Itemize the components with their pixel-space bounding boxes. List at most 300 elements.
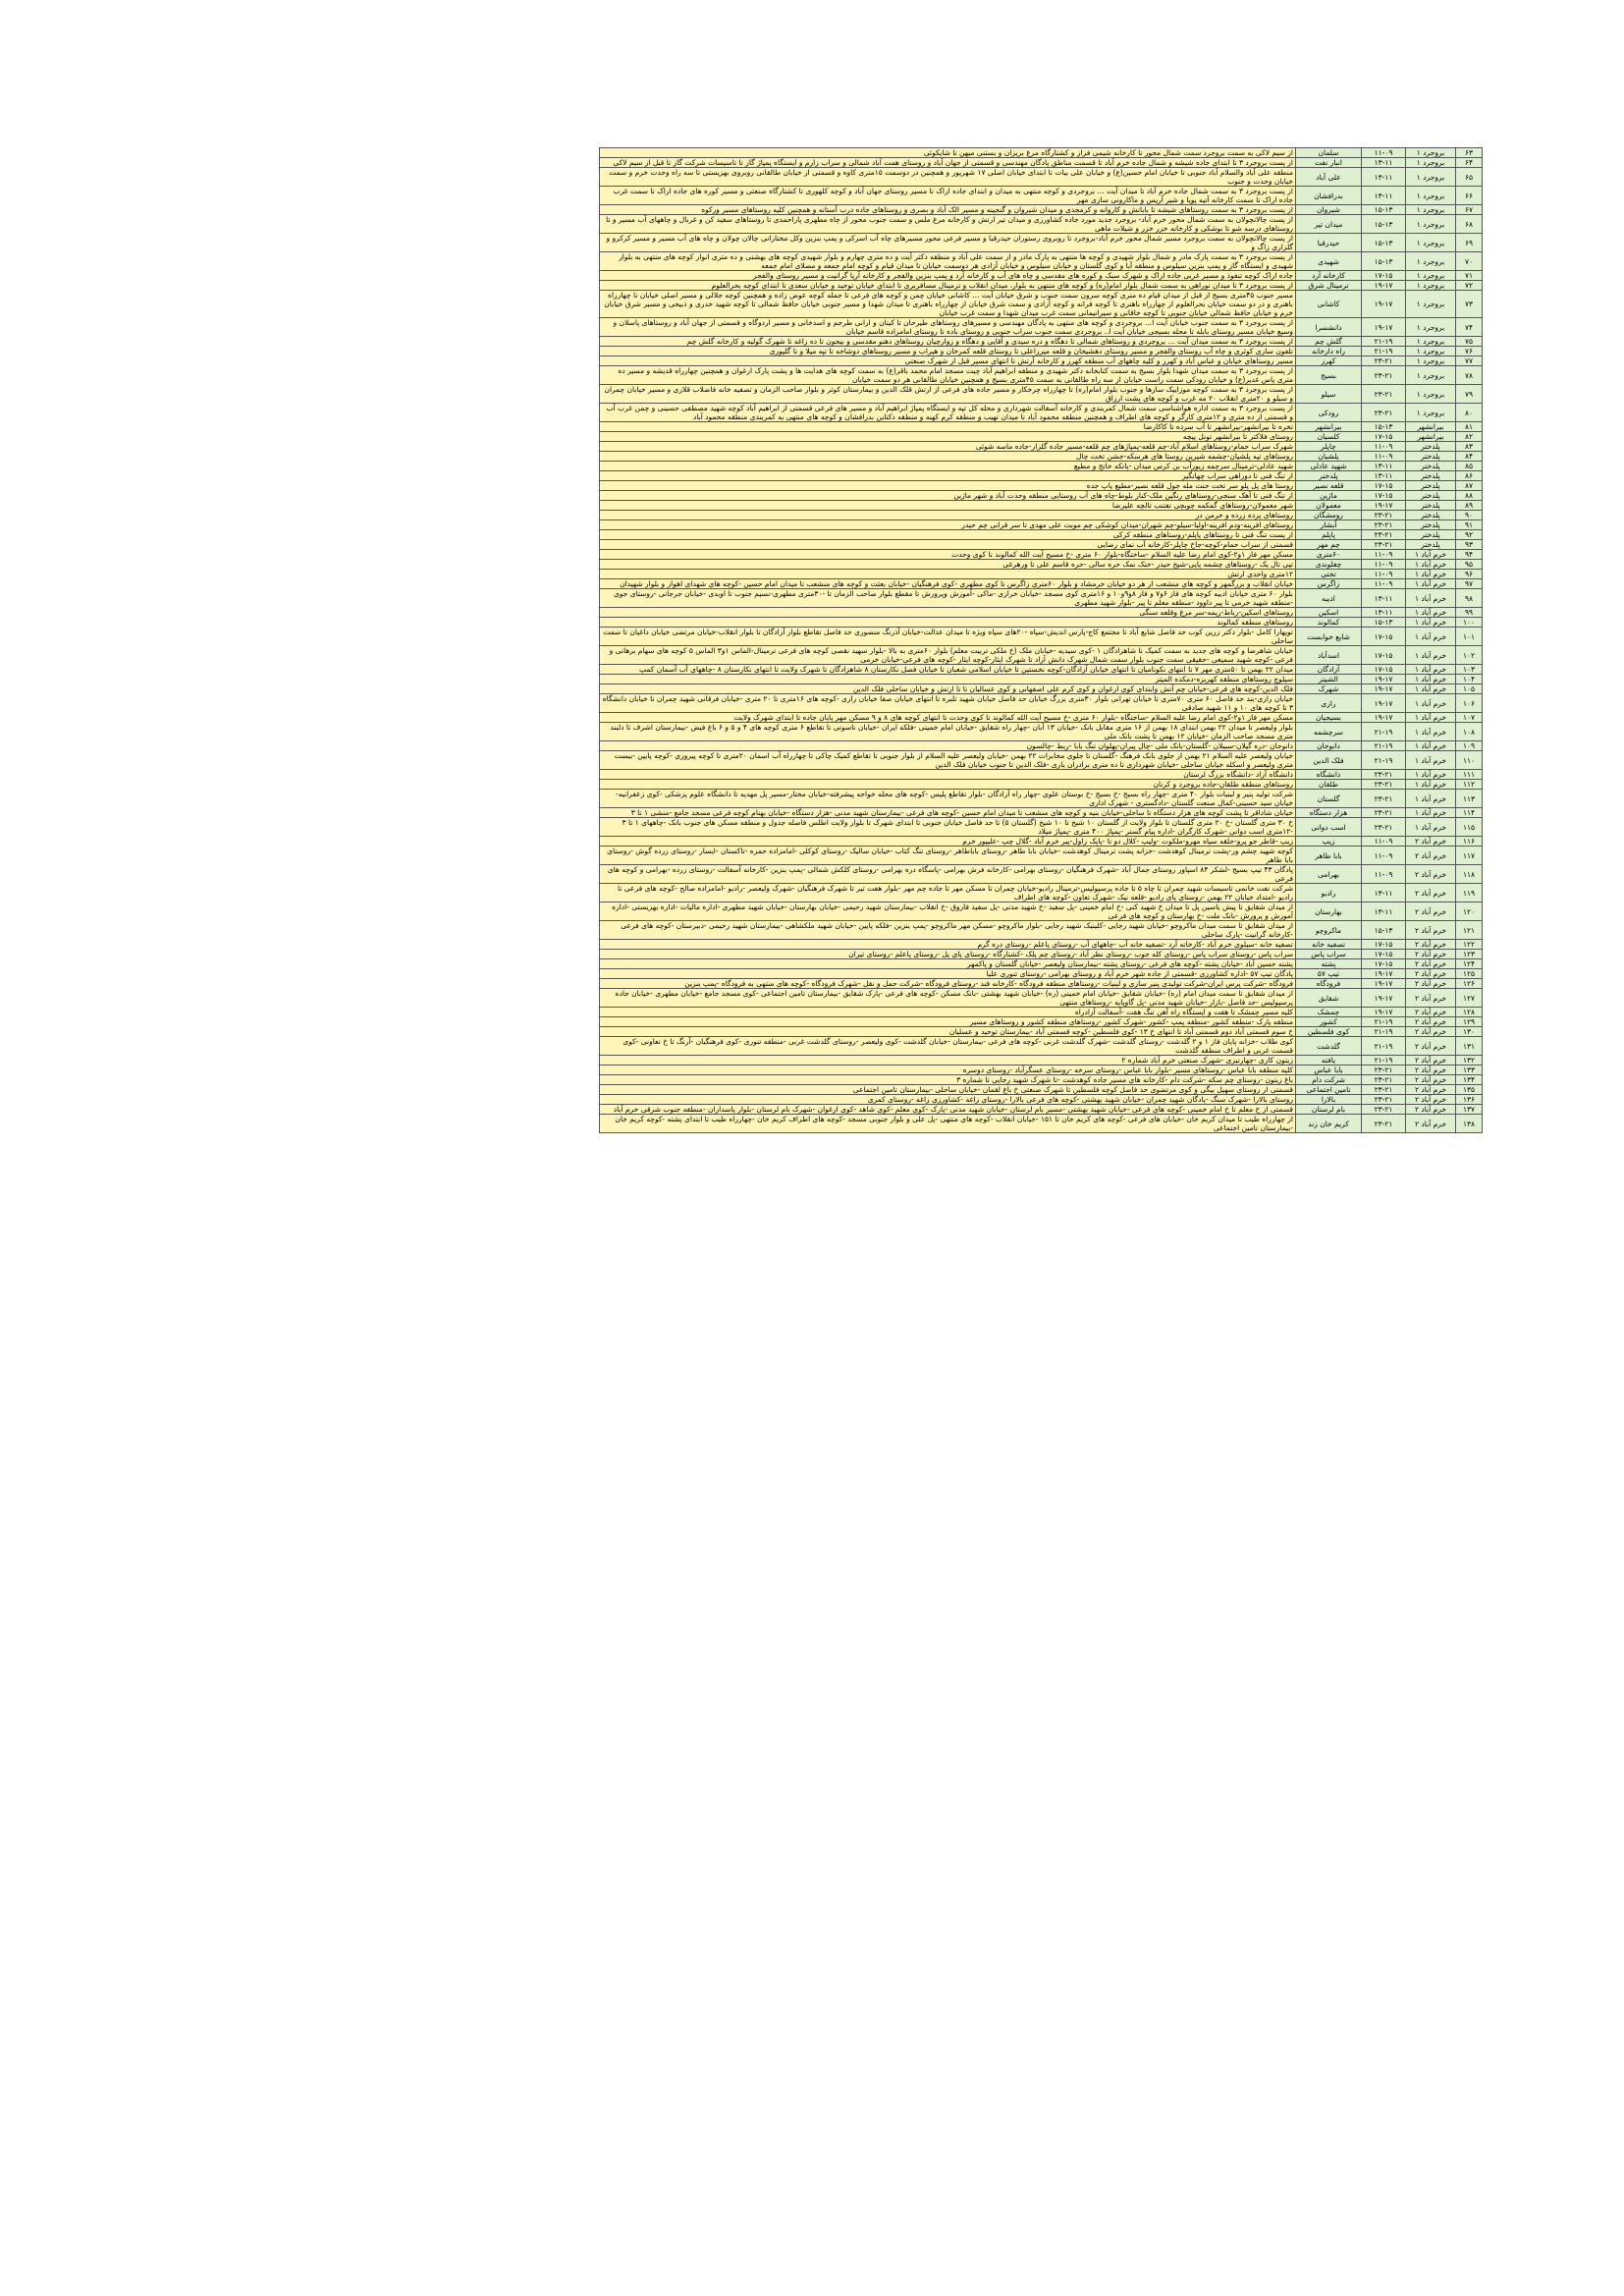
time-cell: ۱۹-۱۷ [1362, 969, 1406, 979]
table-row [600, 337, 1483, 347]
area-cell: پلشیان [1296, 452, 1362, 462]
table-row [600, 1085, 1483, 1095]
row-number: ۱۱۳ [1456, 790, 1483, 808]
city-cell: بروجرد ۱ [1406, 385, 1456, 404]
table-row [600, 675, 1483, 684]
table-row [600, 422, 1483, 432]
city-cell: خرم آباد ۱ [1406, 618, 1456, 628]
description-cell: از چهارراه طیب تا میدان کریم خان -خیابان های فرعی -کوچه های کریم خان تا ۱۵۱ -خیابان انقلاب -کوچه های منتهی -پل علی و بلوار جنوبی مسجد -کوچه های اطراف کریم خان -چهارراه طیب تا ابتدای پشته -کوچه کریم خان -بیمارستان تامین اجتماعی [600, 1115, 1296, 1133]
row-number: ۸۸ [1456, 491, 1483, 501]
area-cell: رودکی [1296, 404, 1362, 422]
city-cell: خرم آباد ۱ [1406, 608, 1456, 618]
table-row [600, 347, 1483, 356]
row-number: ۱۰۹ [1456, 741, 1483, 751]
time-cell: ۲۳-۲۱ [1362, 530, 1406, 540]
row-number: ۱۰۲ [1456, 646, 1483, 665]
area-cell: تیپ ۵۷ [1296, 969, 1362, 979]
city-cell: خرم آباد ۲ [1406, 950, 1456, 959]
table-row [600, 570, 1483, 579]
description-cell: از پست بروجرد ۳ به سمت میدان شهدا بلوار بسیج به سمت کتابخانه دکتر شهیدی و منطقه ابراهیم آباد چیت مسجد امام محمد باقر(ع) به سمت کوچه های هدایت ها و پشت پارک ارغوان و همچنین چهارراه قدیشه و مسیر ده متری پاس غدیر(ع) و خیابان رودکی سمت راست خیابان از سه راه طالقانی به سمت ۴۵متری بسیج و همچنین خیابان طالقانی هر دو سمت خیابان [600, 366, 1296, 385]
area-cell: کاشانی [1296, 291, 1362, 318]
table-row [600, 252, 1483, 271]
time-cell: ۲۳-۲۱ [1362, 770, 1406, 780]
time-cell: ۱۹-۱۷ [1362, 1008, 1406, 1017]
row-number: ۱۱۰ [1456, 751, 1483, 770]
time-cell: ۱۱-۰۹ [1362, 847, 1406, 865]
description-cell: از پست بروجرد ۳ تا میدان نوراهی به سمت شمال بلوار امام(ره) و کوچه های منتهی به بلوار، میدان انقلاب و ترمینال مسافربری تا ابتدای خیابان توحید و خیابان سعدی تا ابتدای کوچه بحرالعلوم [600, 281, 1296, 291]
time-cell: ۱۱-۰۹ [1362, 442, 1406, 452]
row-number: ۸۳ [1456, 442, 1483, 452]
description-cell: تخره تا بیرانشهر-بیرانشهر تا آب سرده تا کاکارضا [600, 422, 1296, 432]
row-number: ۱۲۳ [1456, 950, 1483, 959]
area-cell: دانشگاه [1296, 770, 1362, 780]
area-cell: بام لرستان [1296, 1105, 1362, 1115]
area-cell: شهرک [1296, 684, 1362, 694]
description-cell: ۱۲متری واحدی ارتش [600, 570, 1296, 579]
area-cell: گلستان [1296, 790, 1362, 808]
row-number: ۱۱۱ [1456, 770, 1483, 780]
row-number: ۱۳۷ [1456, 1105, 1483, 1115]
table-row [600, 665, 1483, 675]
city-cell: بروجرد ۱ [1406, 291, 1456, 318]
row-number: ۷۷ [1456, 356, 1483, 366]
time-cell: ۱۷-۱۵ [1362, 959, 1406, 969]
time-cell: ۱۹-۱۷ [1362, 675, 1406, 684]
row-number: ۷۲ [1456, 281, 1483, 291]
area-cell: فرودگاه [1296, 979, 1362, 989]
time-cell: ۱۳-۱۱ [1362, 187, 1406, 205]
area-cell: ماژین [1296, 491, 1362, 501]
area-cell: معمولان [1296, 501, 1362, 511]
description-cell: تلفون سازی کوثری و چاه آب روستای والفجر و مسیر روستای دهشیخان و قلعه میرزاعلی تا روستای قلعه کمرخان و هیراب و مسیر روستاهای دوشاخه تا تپه میلا و تا گلپوری [600, 347, 1296, 356]
table-row [600, 462, 1483, 471]
description-cell: مسکن مهر فاز ۱و۲-کوی امام رضا علیه السلام -ساختگاه -بلوار ۶۰ متری -خ مسیح آیت الله کمالوند تا کوی وحدت تا انتهای کوچه های ۸ و ۹ مسکن مهر پایان جاده تا ابتدای شهرک ولایت [600, 713, 1296, 723]
time-cell: ۲۳-۲۱ [1362, 1066, 1406, 1075]
table-row [600, 1017, 1483, 1027]
time-cell: ۲۱-۱۹ [1362, 1037, 1406, 1056]
description-cell: خ سوم قسمتی آباد دوم قسمتی آباد تا انتهای خ ۱۳ -کوی فلسطین -کوچه قسمتی آباد -بیمارستان توحید و عسلیان [600, 1027, 1296, 1037]
area-cell: کریم خان زند [1296, 1115, 1362, 1133]
row-number: ۷۶ [1456, 347, 1483, 356]
table-row [600, 837, 1483, 847]
row-number: ۱۲۲ [1456, 940, 1483, 950]
area-cell: تامین اجتماعی [1296, 1085, 1362, 1095]
city-cell: بروجرد ۱ [1406, 168, 1456, 187]
area-cell: کارخانه آرد [1296, 271, 1362, 281]
time-cell: ۱۳-۱۱ [1362, 471, 1406, 481]
row-number: ۱۰۵ [1456, 684, 1483, 694]
time-cell: ۱۷-۱۵ [1362, 491, 1406, 501]
time-cell: ۲۳-۲۱ [1362, 1075, 1406, 1085]
city-cell: خرم آباد ۱ [1406, 560, 1456, 570]
description-cell: از تنگ فنی تا آهک سنجی-روستاهای رنگین ملک-کنار بلوط-چاه های آب روستایی منطقه وحدت آباد و شهر ماژین [600, 491, 1296, 501]
area-cell: سیلو [1296, 385, 1362, 404]
description-cell: خ ۳۰ متری گلستان -خ ۲۰ متری گلستان تا بلوار ولایت از گلستان ۱۰ شیخ تا ۱۰ شیخ (گلستان ۵) تا حد فاصل خیابان جنوبی تا ابتدای شهرک تا بلوار ولایت اطلس فاصله جدول و منطقه مسکن های جنوب بانک -چاههای ۱ تا ۳ -۱۲متری اسب دوانی -شهرک کارگران -اداره پیام گستر -پمپاژ ۴۰۰ متری -پمپاژ میلاد [600, 818, 1296, 837]
time-cell: ۱۱-۰۹ [1362, 570, 1406, 579]
row-number: ۹۲ [1456, 530, 1483, 540]
city-cell: پلدختر [1406, 481, 1456, 491]
area-cell: زیپ [1296, 837, 1362, 847]
table-row [600, 1008, 1483, 1017]
city-cell: بروجرد ۱ [1406, 252, 1456, 271]
table-row [600, 442, 1483, 452]
description-cell: خیابان ولیعصر علیه السلام ۲۱ بهمن از جلوی بانک فرهنگ -گلستان تا جلوی مخابرات ۲۲ بهمن -خیابان ولیعصر علیه السلام از بلوار جنوبی تا تقاطع کمیک چاکی تا چهارراه آب اسمان ۲۰متری تا کوچه پیروزی -کوچه پایین -بیست متری ولیعصر و اسکله خیابان ساحلی -خیابان شهرداری تا ده متری برادران یاری -فلک الدین تا جنوب خیابان فلک الدین [600, 751, 1296, 770]
time-cell: ۲۱-۱۹ [1362, 347, 1406, 356]
area-cell: اسدآباد [1296, 646, 1362, 665]
description-cell: قسمتی از روستای سهیل بیگی و کوی مرتضوی حد فاصل کوچه فلسطین تا شهرک صنعتی خ باغ لقمان -خیابان ساحلی -بیمارستان تامین اجتماعی [600, 1085, 1296, 1095]
city-cell: خرم آباد ۲ [1406, 837, 1456, 847]
table-row [600, 471, 1483, 481]
description-cell: مسکن مهر فاز ۱و۲-کوی امام رضا علیه السلام -ساختگاه-بلوار ۶۰ متری -خ مسیح آیت الله کمالوند تا کوی وحدت [600, 550, 1296, 560]
area-cell: کمالوند [1296, 618, 1362, 628]
row-number: ۹۴ [1456, 550, 1483, 560]
area-cell: کهرز [1296, 356, 1362, 366]
table-row [600, 921, 1483, 940]
row-number: ۶۳ [1456, 148, 1483, 158]
area-cell: تختی [1296, 570, 1362, 579]
description-cell: میدان ۲۲ بهمن تا ۵۰متری مهر ۷ تا انتهای نکونامیان تا انتهای خیابان آزادگان-کوچه نخستین تا خیابان اسلامی شعبان تا خیابان فصل نکارستان ۸ شاهزادگان تا شهرک ولایت تا انتهای نکارستان ۸ -چاههای آب آسمان کمپ [600, 665, 1296, 675]
time-cell: ۱۵-۱۳ [1362, 921, 1406, 940]
city-cell: خرم آباد ۲ [1406, 989, 1456, 1008]
area-cell: پاپلم [1296, 530, 1362, 540]
row-number: ۶۵ [1456, 168, 1483, 187]
city-cell: بروجرد ۱ [1406, 234, 1456, 252]
table-row [600, 271, 1483, 281]
city-cell: خرم آباد ۱ [1406, 646, 1456, 665]
area-cell: حیدرقبا [1296, 234, 1362, 252]
description-cell: کوچه شهید چشم ور-پشت ترمینال کوهدشت -خزانه پشت ترمینال کوهدشت -خیابان بابا طاهر -روستای باباطاهر -روستای تنگ کتاب -خیابان سالیک -روستای کوکلی -امامزاده حمزه -تاکستان -ایسار -روستای زرده گوش -روستای بابا طاهر [600, 847, 1296, 865]
description-cell: منطقه پارک -منطقه کشور -منطقه پمپ -کشور -شهرک کشور -روستاهای منطقه کشور و روستاهای مسیر [600, 1017, 1296, 1027]
city-cell: خرم آباد ۱ [1406, 790, 1456, 808]
description-cell: روستا های پل پلو سر تخت حنت مله جول قلعه نصیر-مطیع پاپ جده [600, 481, 1296, 491]
area-cell: اسب دوانی [1296, 818, 1362, 837]
city-cell: بروجرد ۱ [1406, 318, 1456, 337]
time-cell: ۱۹-۱۷ [1362, 989, 1406, 1008]
description-cell: توپهارا کامل -بلوار دکتر زرین کوب حد فاصل شایع آباد تا مجتمع کاج-پارس اندیش-سپاه -۲۰های سپاه ویژه تا میدان عدالت-خیابان آذرنگ منصوری حد فاصل تقاطع بلوار آزادگان تا بلوار انقلاب-خیابان مرتضی خیابان داغیان تا سمت ساحلی [600, 628, 1296, 646]
description-cell: منطقه علی آباد والسلام آباد جنوبی تا خیابان امام حسین(ع) و خیابان علی بیات تا ابتدای خیابان اصلی ۱۷ شهریور و همچنین در دوسمت ۱۵متری کاوه و قسمتی از خیابان طالقانی روبروی بهزیستی تا سه راه وحدت خرم و سمت خیابان وحدت و جنوب [600, 168, 1296, 187]
table-row [600, 1115, 1483, 1133]
table-row [600, 808, 1483, 818]
time-cell: ۲۳-۲۱ [1362, 404, 1406, 422]
area-cell: رادیو [1296, 884, 1362, 902]
area-cell: الشیتر [1296, 675, 1362, 684]
time-cell: ۲۳-۲۱ [1362, 520, 1406, 530]
city-cell: خرم آباد ۱ [1406, 751, 1456, 770]
city-cell: خرم آباد ۱ [1406, 579, 1456, 589]
area-cell: آزادگان [1296, 665, 1362, 675]
city-cell: پلدختر [1406, 471, 1456, 481]
row-number: ۱۲۰ [1456, 902, 1483, 921]
time-cell: ۱۷-۱۵ [1362, 646, 1406, 665]
description-cell: سراب پاس -روستای سراب پاس -روستای کله جوب -روستای نظر آباد -روستای چم پلک -کشتارگاه -روستای پای پل -روستای پاعلم -روستای تیران [600, 950, 1296, 959]
area-cell: بیرانشهر [1296, 422, 1362, 432]
description-cell: از پست چالانچولان به سمت شمال محور خرم آباد- بروجرد جدید مورد جاده کشاورزی و میدان تیر ارتش و کارخانه مرغ ملس و سمت جنوب محور از چاه مطهری پاراحمدی تا روستاهای سفید کن و غربال و چاههای آب مسیر و تا روستاهای درسه شو تا نوشکی و کارخانه خزر خزر و شیلات ماهی [600, 215, 1296, 234]
table-row [600, 291, 1483, 318]
time-cell: ۱۵-۱۳ [1362, 252, 1406, 271]
city-cell: خرم آباد ۲ [1406, 969, 1456, 979]
description-cell: مسیر جنوب ۴۵متری بسیج از قبل از میدان قیام ده متری کوچه سرون سمت جنوب و شرق خیابان آیت ... کاشانی خیابان چمن و کوچه های فرعی تا جمله کوچه عوض زاده و همچنین کوچه جلالی و مسیر اصلی خیابان تا چهارراه باهنری و در دو سمت خیابان بحرالعلوم از چهارراه باهنری تا کوچه فرانه و کوچه آزادی و سمت شرق خیابان از چهارراه باهنری تا میدان شهدا و مسیر جنوبی خیابان حافظ شمالی تا کوچه شهید خدری و ذبیحی و مسیر شرق خیابان خرم و خیابان حافظ شمالی خیابان جنوبی تا کوچه خاقانی و سیرانیمانی سمت غرب میدان شهدا و سمت غرب خیابان [600, 291, 1296, 318]
area-cell: پلدختر [1296, 471, 1362, 481]
city-cell: خرم آباد ۲ [1406, 1037, 1456, 1056]
city-cell: پلدختر [1406, 452, 1456, 462]
table-row [600, 540, 1483, 550]
description-cell: کلیه منطقه بابا عباس -روستاهای مسیر -بلوار بابا عباس -روستای سرخه -روستای عسگرآباد -روستای دوسره [600, 1066, 1296, 1075]
time-cell: ۱۹-۱۷ [1362, 501, 1406, 511]
row-number: ۷۵ [1456, 337, 1483, 347]
row-number: ۷۴ [1456, 318, 1483, 337]
city-cell: خرم آباد ۲ [1406, 1115, 1456, 1133]
time-cell: ۱۳-۱۱ [1362, 902, 1406, 921]
description-cell: سیلوچ روستاهای منطقه کهریزه-دمکده المیتر [600, 675, 1296, 684]
table-row [600, 684, 1483, 694]
area-cell: یافته [1296, 1056, 1362, 1066]
city-cell: بروجرد ۱ [1406, 205, 1456, 215]
area-cell: هزار دستگاه [1296, 808, 1362, 818]
city-cell: بروجرد ۱ [1406, 187, 1456, 205]
row-number: ۷۳ [1456, 291, 1483, 318]
time-cell: ۱۵-۱۳ [1362, 618, 1406, 628]
description-cell: فرودگاه -شرکت پرس ایران-شرکت تولیدی پنیر سازی و لبنیات -روستاهای منطقه فرودگاه -کارخانه قند -روستای فرودگاه -شرکت حمل و نقل -شهرک فرودگاه -کوچه های منتهی به فرودگاه -پمپ بنزین [600, 979, 1296, 989]
area-cell: کوی فلسطین [1296, 1027, 1362, 1037]
time-cell: ۱۹-۱۷ [1362, 694, 1406, 713]
description-cell: از سیم لاکی به سمت بروجرد سمت شمال محور تا کارخانه شیمی فراز و کشتارگاه مرغ بریزان و بستنی میهن تا شایکوئی [600, 148, 1296, 158]
time-cell: ۱۹-۱۷ [1362, 318, 1406, 337]
table-row [600, 1066, 1483, 1075]
row-number: ۷۰ [1456, 252, 1483, 271]
area-cell: طلقان [1296, 780, 1362, 790]
area-cell: شرکت دام [1296, 1075, 1362, 1085]
city-cell: خرم آباد ۲ [1406, 940, 1456, 950]
description-cell: از پست بروجرد ۳ به سمت میدان آیت ... بروجردی و روستاهای شمالی تا دهگاه و دره سیدی و آقایی و دهگاه و زوارچیان روستاهای دهنو مقدسی و بیجون تا ده زاغه تا شهرک گولیه و کارخانه گلش چم [600, 337, 1296, 347]
description-cell: روستاهای منطقه کمالوند [600, 618, 1296, 628]
row-number: ۱۳۶ [1456, 1095, 1483, 1105]
description-cell: زیتون کاری -چهارتیزی -شهرک صنعتی خرم آباد شماره ۲ [600, 1056, 1296, 1066]
time-cell: ۲۱-۱۹ [1362, 1017, 1406, 1027]
table-row [600, 979, 1483, 989]
row-number: ۸۲ [1456, 432, 1483, 442]
area-cell: تصفیه خانه [1296, 940, 1362, 950]
table-row [600, 770, 1483, 780]
city-cell: خرم آباد ۲ [1406, 1017, 1456, 1027]
city-cell: خرم آباد ۱ [1406, 589, 1456, 608]
table-row [600, 723, 1483, 741]
city-cell: بروجرد ۱ [1406, 148, 1456, 158]
table-row [600, 481, 1483, 491]
row-number: ۱۰۰ [1456, 618, 1483, 628]
time-cell: ۲۳-۲۱ [1362, 511, 1406, 520]
area-cell: راه دارخانه [1296, 347, 1362, 356]
time-cell: ۱۷-۱۵ [1362, 432, 1406, 442]
area-cell: شیروان [1296, 205, 1362, 215]
row-number: ۸۷ [1456, 481, 1483, 491]
city-cell: خرم آباد ۱ [1406, 741, 1456, 751]
description-cell: روستای فلاکتر تا بیرانشهر تونل پیچه [600, 432, 1296, 442]
table-row [600, 847, 1483, 865]
city-cell: خرم آباد ۱ [1406, 675, 1456, 684]
row-number: ۶۹ [1456, 234, 1483, 252]
city-cell: خرم آباد ۲ [1406, 847, 1456, 865]
city-cell: بروجرد ۱ [1406, 158, 1456, 168]
area-cell: ماکروچو [1296, 921, 1362, 940]
time-cell: ۱۵-۱۳ [1362, 234, 1406, 252]
description-cell: از پست بروجرد ۳ به سمت کوچه موزاییک سازها و جنوب بلوار امام(ره) تا چهارراه چرخکار و مسیر جاده های فرعی از ارتش قلک الدین و بیمارستان کوثر و بلوار صاحب الزمان و تصفیه خانه فاضلاب قلاری و مسیر خیابان چمران و سیلو و ۲۰متری انقلاب ۲۰ مه غرب و کوچه های پشت ارزاق [600, 385, 1296, 404]
row-number: ۶۷ [1456, 205, 1483, 215]
row-number: ۱۳۴ [1456, 1075, 1483, 1085]
table-row [600, 751, 1483, 770]
row-number: ۱۲۱ [1456, 921, 1483, 940]
table-row [600, 628, 1483, 646]
row-number: ۶۸ [1456, 215, 1483, 234]
area-cell: شایع خوابست [1296, 628, 1362, 646]
row-number: ۱۰۶ [1456, 694, 1483, 713]
table-row [600, 1075, 1483, 1085]
row-number: ۱۱۸ [1456, 865, 1483, 884]
time-cell: ۱۷-۱۵ [1362, 940, 1406, 950]
time-cell: ۱۱-۰۹ [1362, 560, 1406, 570]
area-cell: بابا عباس [1296, 1066, 1362, 1075]
time-cell: ۱۹-۱۷ [1362, 713, 1406, 723]
time-cell: ۱۷-۱۵ [1362, 665, 1406, 675]
table-row [600, 646, 1483, 665]
row-number: ۸۰ [1456, 404, 1483, 422]
table-row [600, 215, 1483, 234]
table-row [600, 168, 1483, 187]
area-cell: بابا طاهر [1296, 847, 1362, 865]
area-cell: چمشک [1296, 1008, 1362, 1017]
table-row [600, 1095, 1483, 1105]
table-row [600, 950, 1483, 959]
table-row [600, 589, 1483, 608]
city-cell: بروجرد ۱ [1406, 366, 1456, 385]
table-row [600, 884, 1483, 902]
description-cell: خیابان رازی-بند حد فاصل ۶۰ متری ۷۰متری تا خیابان تهرانی بلوار ۳۰متری بزرگ خیابان حد فاصل خیابان شهید تلبره تا انتهای خیابان صفا خیابان رازی -کوچه های ۱۶متری تا ۲۰ متری -خیابان فرقانی شهید چمران تا خیابان دانشگاه ۳ تا کوچه های ۱۰ و ۱۱ شهید صادقی [600, 694, 1296, 713]
row-number: ۸۴ [1456, 452, 1483, 462]
area-cell: شهید عادلی [1296, 462, 1362, 471]
city-cell: خرم آباد ۲ [1406, 921, 1456, 940]
row-number: ۱۰۴ [1456, 675, 1483, 684]
row-number: ۱۱۹ [1456, 884, 1483, 902]
city-cell: خرم آباد ۱ [1406, 770, 1456, 780]
time-cell: ۲۳-۲۱ [1362, 1095, 1406, 1105]
description-cell: روستاهای تپه پلشیان-چشمه شیرین روستا های هرسکه-جشن تخت چال [600, 452, 1296, 462]
city-cell: پلدختر [1406, 540, 1456, 550]
table-row [600, 205, 1483, 215]
row-number: ۱۲۴ [1456, 959, 1483, 969]
description-cell: روستاهای منطقه طلقان-جاده بروجرد و کرنان [600, 780, 1296, 790]
city-cell: پلدختر [1406, 462, 1456, 471]
area-cell: کلسیان [1296, 432, 1362, 442]
table-row [600, 1027, 1483, 1037]
time-cell: ۲۱-۱۹ [1362, 741, 1406, 751]
time-cell: ۱۹-۱۷ [1362, 684, 1406, 694]
table-row [600, 618, 1483, 628]
row-number: ۱۳۵ [1456, 1085, 1483, 1095]
table-row [600, 780, 1483, 790]
row-number: ۱۳۸ [1456, 1115, 1483, 1133]
table-row [600, 501, 1483, 511]
city-cell: بروجرد ۱ [1406, 404, 1456, 422]
row-number: ۱۳۳ [1456, 1066, 1483, 1075]
description-cell: زیپ -قاطر جو پرو-حلقه سیاه مهرو-ملکوت -ولیپ -کلال دو تا -پاپک زاول-پیر خرم آباد -گلال چپ -علیپور خرم [600, 837, 1296, 847]
row-number: ۹۰ [1456, 511, 1483, 520]
description-cell: از پست چالانچولان به سمت بروجرد مسیر شمال محور خرم آباد-بروجرد تا روبروی رستوران حیدرقبا و مسیر فرعی محور مسیرهای چاه آب اسرکی و پمپ بنزین وکل مختارانی چالان چولان و چاه های آب مسیر و مسیر کرکرو و گلزاری زاگ و [600, 234, 1296, 252]
description-cell: قسمتی از سراب حمام-کوچه-جاخ چاپلر-کارخانه آب نمای رضایی [600, 540, 1296, 550]
table-row [600, 741, 1483, 751]
description-cell: از تنگ فنی تا دوراهی سراب چهانگیر [600, 471, 1296, 481]
row-number: ۱۱۴ [1456, 808, 1483, 818]
time-cell: ۱۱-۰۹ [1362, 579, 1406, 589]
city-cell: بروجرد ۱ [1406, 271, 1456, 281]
row-number: ۹۵ [1456, 560, 1483, 570]
city-cell: پلدختر [1406, 491, 1456, 501]
description-cell: بلوار ولیعصر تا میدان ۲۲ بهمن ابتدای ۱۸ بهمن از ۱۶ متری مقابل بانک -خیابان ۱۳ آبان -چهار راه شقایق -خیابان امام خمینی -فلکه ایران -خیابان ناسوتی تا تقاطع ۶ متری کوچه های ۴ و ۵ و ۶ باغ فیض -بیمارستان اشرف تا دلبند متری مسجد صاحب الزمان -خیابان ۱۲ بهمن تا پشت بانک ملی [600, 723, 1296, 741]
area-cell: قلعه نصیر [1296, 481, 1362, 491]
row-number: ۶۶ [1456, 187, 1483, 205]
description-cell: خیابان شاهرضا و کوچه های جدید به سمت کمیک تا شاهزادگان ۱ -کوی سیدیه -خیابان ملک (خ ملکی تربیت معلم) بلوار ۶۰متری به بالا -بلوار سهید نقصی کوچه های فرعی ترمینال-الماس ۱و۳ الماس ۵ کوچه های سهام برهانی و فرعی -کوچه شهید سمیعی -حقیقی سمت جنوب بلوار سمت شمال شهرک دانش آزاد تا شهرک ایثار-کوچه ایثار -کوچه های فرعی-خیابان خرمی [600, 646, 1296, 665]
area-cell: شهیدی [1296, 252, 1362, 271]
row-number: ۱۱۲ [1456, 780, 1483, 790]
area-cell: انبار نفت [1296, 158, 1362, 168]
time-cell: ۱۵-۱۳ [1362, 422, 1406, 432]
table-row [600, 694, 1483, 713]
description-cell: شهر معمولان-روستاهای گمکمه چوبچی تفتنب تالچه علیرضا [600, 501, 1296, 511]
table-row [600, 530, 1483, 540]
city-cell: خرم آباد ۱ [1406, 684, 1456, 694]
city-cell: خرم آباد ۲ [1406, 1008, 1456, 1017]
area-cell: کشور [1296, 1017, 1362, 1027]
row-number: ۱۳۲ [1456, 1056, 1483, 1066]
row-number: ۱۰۸ [1456, 723, 1483, 741]
city-cell: خرم آباد ۲ [1406, 1085, 1456, 1095]
description-cell: تصفیه خانه -سیلوی خرم آباد -کارخانه آرد -تصفیه خانه آب -چاههای آب -روستای پاعلم -روستای دره گرم [600, 940, 1296, 950]
description-cell: از پست بروجرد ۳ به سمت روستاهای شیشه تا باباتش و کاروانه و کرمجدی و میدان شیروان و گنجینه و مسیر الک آباد و بصری و روستاهای جاده درب آستانه و همچنین کلیه روستاهای مسیر ورکوه [600, 205, 1296, 215]
time-cell: ۱۵-۱۳ [1362, 215, 1406, 234]
area-cell: بسیجیان [1296, 713, 1362, 723]
city-cell: خرم آباد ۲ [1406, 1105, 1456, 1115]
description-cell: از پست بروجرد ۳ به سمت جنوب خیابان آیت ا... بروجردی و کوچه های منتهی به پادگان مهندسی و مسیرهای روستاهای طیرحان تا کیتان و ارانی طرجم و اسدخانی و مسیر اردوگاه و قسمتی از جهان آباد و روستاهای پاسلان و وسیع خیابان مسیر روستای بابله تا محله بسیجی خیابان آیت ا.. بروجردی سمت جنوب سراب جنوبی و روستای باده تا روستای امامزاده قاسم خیابان [600, 318, 1296, 337]
time-cell: ۱۳-۱۱ [1362, 168, 1406, 187]
description-cell: کلیه مسیر چمشک تا هفت و ایستگاه راه آهن تنگ هفت -آسفالت آزادراه [600, 1008, 1296, 1017]
time-cell: ۲۳-۲۱ [1362, 1105, 1406, 1115]
table-row [600, 491, 1483, 501]
time-cell: ۲۱-۱۹ [1362, 751, 1406, 770]
area-cell: ۶۰متری [1296, 550, 1362, 560]
city-cell: خرم آباد ۲ [1406, 865, 1456, 884]
table-row [600, 790, 1483, 808]
time-cell: ۱۷-۱۵ [1362, 481, 1406, 491]
city-cell: بروجرد ۱ [1406, 356, 1456, 366]
time-cell: ۲۱-۱۹ [1362, 723, 1406, 741]
time-cell: ۲۳-۲۱ [1362, 1115, 1406, 1133]
description-cell: از میدان شقایق تا سمت میدان امام (ره) -خیابان شقایق -خیابان امام خمینی (ره) -خیابان شهید بهشتی -بانک مسکن -کوچه های فرعی -پارک شقایق -بیمارستان تامین اجتماعی -کوی مسجد جامع -خیابان مطهری -خیابان جاده پرسپولیس -حد فاصل -بازار -خیابان شهید مدنی -پل گاوپایه -روستاهای منتهی [600, 989, 1296, 1008]
area-cell: بالارا [1296, 1095, 1362, 1105]
description-cell: روستاهای افرینه-ودم افرینه-اولیا-سیلو-چم شهران-میدان کوشکی چم موبت علی مهدی تا سر قرانی چم حیدر [600, 520, 1296, 530]
area-cell: بدرافشان [1296, 187, 1362, 205]
description-cell: دانشگاه آزاد -دانشگاه بزرگ لرستان [600, 770, 1296, 780]
city-cell: پلدختر [1406, 520, 1456, 530]
time-cell: ۱۹-۱۷ [1362, 979, 1406, 989]
table-row [600, 511, 1483, 520]
row-number: ۶۴ [1456, 158, 1483, 168]
row-number: ۸۱ [1456, 422, 1483, 432]
row-number: ۷۸ [1456, 366, 1483, 385]
area-cell: سرچشمه [1296, 723, 1362, 741]
city-cell: خرم آباد ۲ [1406, 979, 1456, 989]
row-number: ۱۳۱ [1456, 1037, 1483, 1056]
table-row [600, 356, 1483, 366]
city-cell: خرم آباد ۱ [1406, 665, 1456, 675]
city-cell: بروجرد ۱ [1406, 215, 1456, 234]
